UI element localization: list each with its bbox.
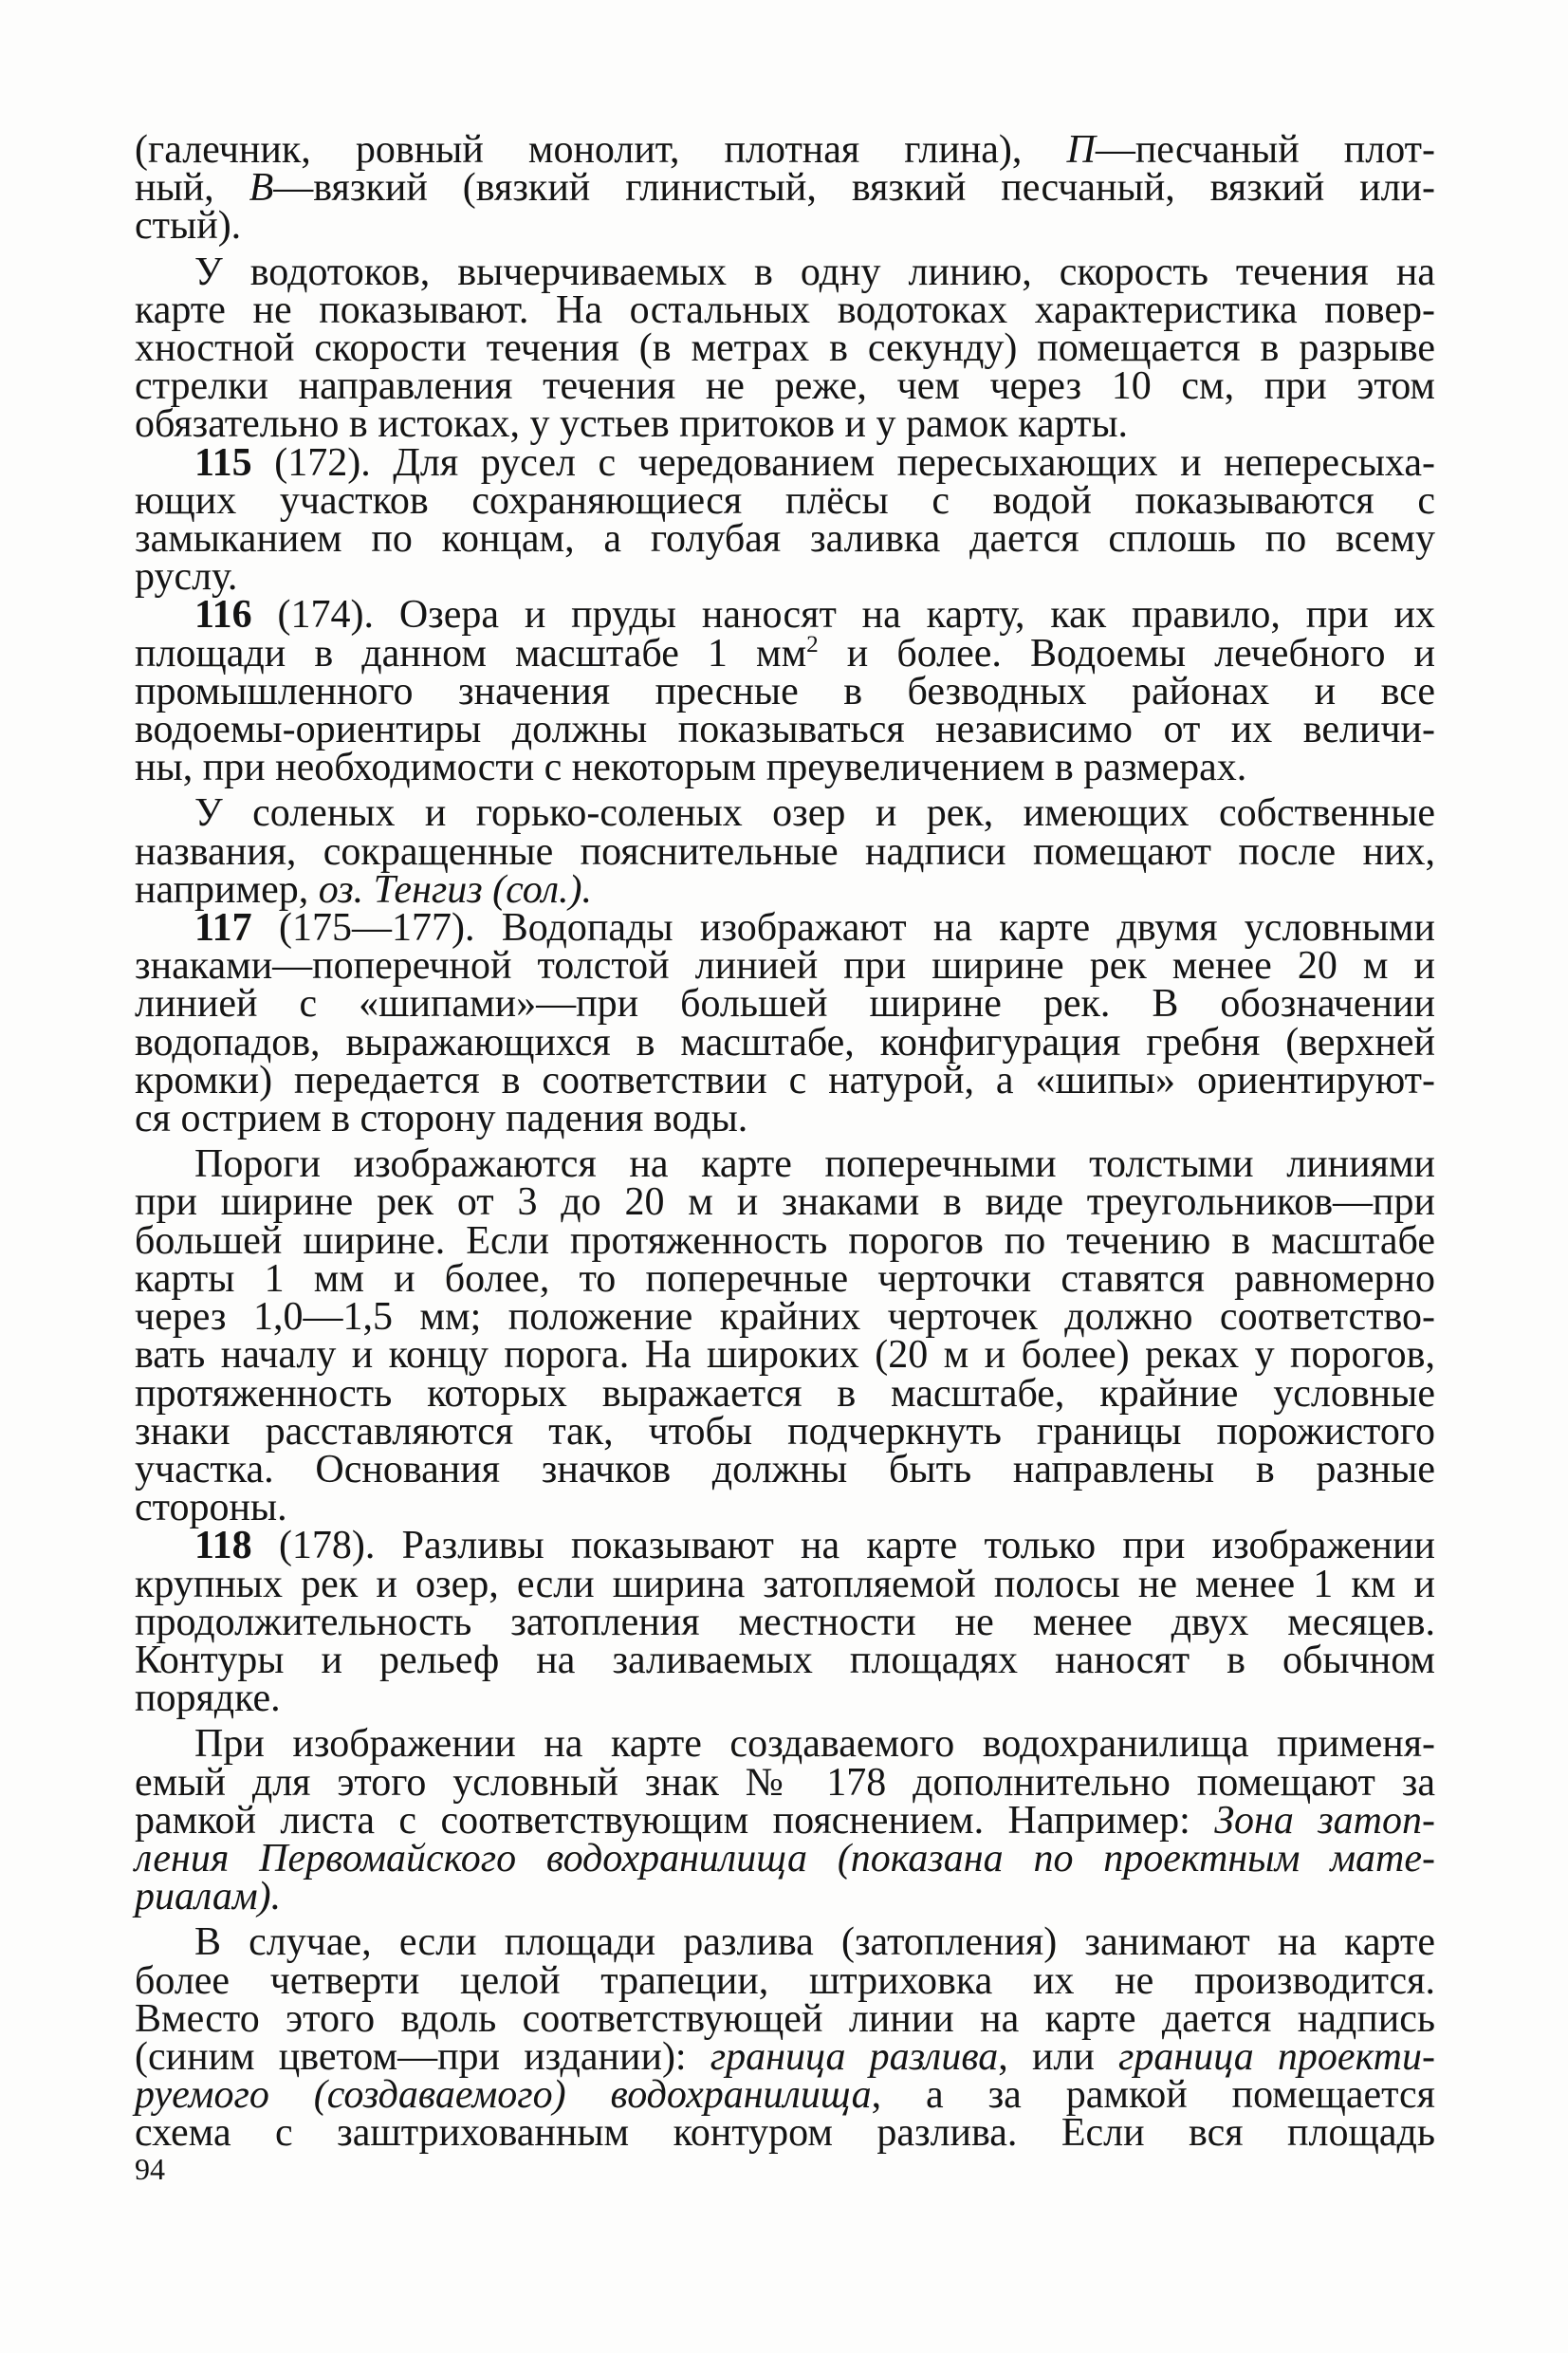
text-run: рамкой листа с соответствующим пояснением. Например:: [135, 1798, 1215, 1843]
text-line: [135, 1638, 1435, 1682]
text-line: [135, 166, 1436, 211]
text-line: [135, 1409, 1435, 1454]
italic-text: риалам).: [135, 1875, 282, 1919]
text-run: В случае, если площади разлива (затопления) занимают на карте: [194, 1920, 1435, 1965]
text-line: [135, 1142, 1435, 1187]
text-run: руслу.: [135, 555, 238, 600]
text-line: [135, 1920, 1435, 1965]
text-line: [135, 1058, 1435, 1102]
text-run: ны, при необходимости с некоторым преувеличением в размерах.: [135, 746, 1247, 790]
page-body: [135, 128, 1436, 2156]
text-line: [135, 829, 1435, 874]
text-run: замыканием по концам, а голубая заливка дается сплошь по всему: [135, 517, 1435, 562]
text-run: промышленного значения пресные в безводных районах и все: [135, 669, 1435, 713]
text-run: знаки расставляются так, чтобы подчеркнуть границы порожистого: [135, 1409, 1435, 1454]
text-line: [135, 440, 1435, 485]
text-run: площади в данном масштабе 1 мм: [135, 631, 807, 676]
text-run: водоемы-ориентиры должны показываться независимо от их величи-: [135, 708, 1435, 752]
paragraph: [135, 250, 1435, 447]
text-run: —вязкий (вязкий глинистый, вязкий песчаный, вязкий или-: [273, 166, 1436, 211]
paragraph-number: 118: [194, 1524, 252, 1568]
text-run: продолжительность затопления местности не менее двух месяцев.: [135, 1600, 1435, 1644]
text-line: [135, 867, 1435, 912]
text-line: [135, 1097, 1435, 1141]
text-line: [135, 1996, 1435, 2041]
text-run: (галечник, ровный монолит, плотная глина),: [135, 128, 1067, 172]
text-run: , а за рамкой помещается: [871, 2073, 1435, 2118]
text-run: порядке.: [135, 1677, 281, 1721]
text-line: [135, 1875, 1435, 1919]
text-run: Контуры и рельеф на заливаемых площадях наносят в обычном: [135, 1638, 1435, 1682]
text-run: стый).: [135, 204, 242, 249]
italic-text: ления Первомайского водохранилища (показана по проектным мате-: [135, 1836, 1435, 1881]
text-line: [135, 1722, 1435, 1767]
text-line: [135, 364, 1435, 409]
text-line: [135, 1562, 1435, 1606]
text-line: [135, 1524, 1435, 1568]
text-run: ющих участков сохраняющиеся плёсы с водой показываются с: [135, 478, 1435, 523]
text-line: [135, 982, 1435, 1027]
text-run: протяженность которых выражается в масштабе, крайние условные: [135, 1371, 1435, 1416]
text-run: ный,: [135, 166, 249, 211]
italic-text: В: [249, 166, 274, 211]
text-line: [135, 906, 1435, 951]
text-line: [135, 1333, 1435, 1378]
text-line: [135, 1760, 1435, 1805]
text-line: [135, 1486, 1435, 1530]
text-line: [135, 478, 1435, 523]
text-run: например,: [135, 867, 319, 912]
text-run: при ширине рек от 3 до 20 м и знаками в виде треугольников—при: [135, 1180, 1435, 1225]
text-run: (178). Разливы показывают на карте только при изображении: [251, 1524, 1435, 1568]
text-run: карты 1 мм и более, то поперечные черточки ставятся равномерно: [135, 1256, 1435, 1301]
italic-text: граница проекти-: [1118, 2034, 1435, 2079]
text-run: крупных рек и озер, если ширина затопляемой полосы не менее 1 км и: [135, 1562, 1435, 1606]
text-line: [135, 944, 1435, 989]
text-run: названия, сокращенные пояснительные надписи помещают после них,: [135, 829, 1435, 874]
text-line: [135, 1677, 1435, 1721]
text-run: стороны.: [135, 1486, 287, 1530]
text-line: [135, 2073, 1435, 2118]
text-run: более четверти целой трапеции, штриховка их не производится.: [135, 1958, 1435, 2003]
text-line: [135, 1836, 1435, 1881]
paragraph: [135, 791, 1435, 912]
text-run: кромки) передается в соответствии с натурой, а «шипы» ориентируют-: [135, 1058, 1435, 1102]
text-run: При изображении на карте создаваемого водохранилища применя-: [194, 1722, 1435, 1767]
italic-text: руемого (создаваемого) водохранилища: [135, 2073, 872, 2118]
text-run: У соленых и горько-соленых озер и рек, имеющих собственные: [194, 791, 1435, 836]
text-run: У водотоков, вычерчиваемых в одну линию, скорость течения на: [194, 250, 1435, 294]
text-line: [135, 1600, 1435, 1644]
text-line: [135, 204, 1435, 249]
text-line: [135, 1447, 1435, 1491]
paragraph: [135, 1142, 1435, 1530]
text-line: [135, 1180, 1435, 1225]
paragraph-number: 115: [194, 440, 252, 485]
text-line: [135, 593, 1435, 638]
text-run: и более. Водоемы лечебного и: [818, 631, 1436, 676]
italic-text: оз. Тенгиз (сол.).: [318, 867, 593, 912]
paragraph: [135, 1524, 1435, 1721]
text-run: водопадов, выражающихся в масштабе, конфигурация гребня (верхней: [135, 1020, 1435, 1065]
text-line: [135, 1295, 1435, 1340]
text-line: [135, 2111, 1435, 2156]
paragraph-number: 117: [194, 906, 252, 951]
text-line: [135, 402, 1435, 447]
paragraph: [135, 593, 1436, 790]
text-line: [135, 2034, 1435, 2079]
text-line: [135, 555, 1435, 600]
text-line: [135, 746, 1435, 790]
italic-text: граница разлива: [710, 2034, 999, 2079]
text-line: [135, 517, 1435, 562]
page-number: 94: [135, 2152, 165, 2186]
text-run: знаками—поперечной толстой линией при ширине рек менее 20 м и: [135, 944, 1435, 989]
text-line: [135, 326, 1435, 371]
paragraph: [135, 440, 1435, 600]
paragraph: [135, 1920, 1435, 2156]
italic-text: Зона затоп-: [1214, 1798, 1435, 1843]
text-line: [135, 287, 1435, 332]
text-run: (синим цветом—при издании):: [135, 2034, 710, 2079]
paragraph: [135, 906, 1435, 1141]
text-run: (174). Озера и пруды наносят на карту, как правило, при их: [251, 593, 1435, 638]
paragraph: [135, 1722, 1435, 1919]
text-run: вать началу и концу порога. На широких (20 м и более) реках у порогов,: [135, 1333, 1435, 1378]
text-run: схема с заштрихованным контуром разлива. Если вся площадь: [135, 2111, 1435, 2156]
text-run: (172). Для русел с чередованием пересыхающих и непересыха-: [251, 440, 1435, 485]
text-run: через 1,0—1,5 мм; положение крайних черточек должно соответство-: [135, 1295, 1435, 1340]
text-line: [135, 1020, 1435, 1065]
text-line: [135, 250, 1435, 294]
superscript: 2: [806, 631, 819, 658]
text-line: [135, 128, 1436, 172]
text-run: обязательно в истоках, у устьев притоков и у рамок карты.: [135, 402, 1129, 447]
text-run: большей ширине. Если протяженность порогов по течению в масштабе: [135, 1218, 1435, 1263]
text-run: ся острием в сторону падения воды.: [135, 1097, 748, 1141]
text-run: Вместо этого вдоль соответствующей линии на карте дается надпись: [135, 1996, 1435, 2041]
italic-text: П: [1066, 128, 1096, 172]
text-line: [135, 669, 1435, 713]
text-run: —песчаный плот-: [1095, 128, 1436, 172]
text-run: хностной скорости течения (в метрах в секунду) помещается в разрыве: [135, 326, 1435, 371]
text-run: Пороги изображаются на карте поперечными толстыми линиями: [194, 1142, 1435, 1187]
text-line: [135, 1798, 1435, 1843]
paragraph-number: 116: [194, 593, 252, 638]
text-line: [135, 708, 1435, 752]
text-line: [135, 791, 1435, 836]
text-line: [135, 1256, 1435, 1301]
text-run: линией с «шипами»—при большей ширине рек. В обозначении: [135, 982, 1435, 1027]
text-line: [135, 1958, 1435, 2003]
text-run: карте не показывают. На остальных водотоках характеристика повер-: [135, 287, 1435, 332]
text-run: емый для этого условный знак № 178 дополнительно помещают за: [135, 1760, 1435, 1805]
text-run: участка. Основания значков должны быть направлены в разные: [135, 1447, 1435, 1491]
text-run: стрелки направления течения не реже, чем через 10 см, при этом: [135, 364, 1435, 409]
text-line: [135, 1371, 1435, 1416]
text-run: (175—177). Водопады изображают на карте двумя условными: [251, 906, 1435, 951]
text-line: [135, 631, 1436, 676]
text-run: , или: [998, 2034, 1119, 2079]
text-line: [135, 1218, 1435, 1263]
paragraph: [135, 128, 1436, 249]
